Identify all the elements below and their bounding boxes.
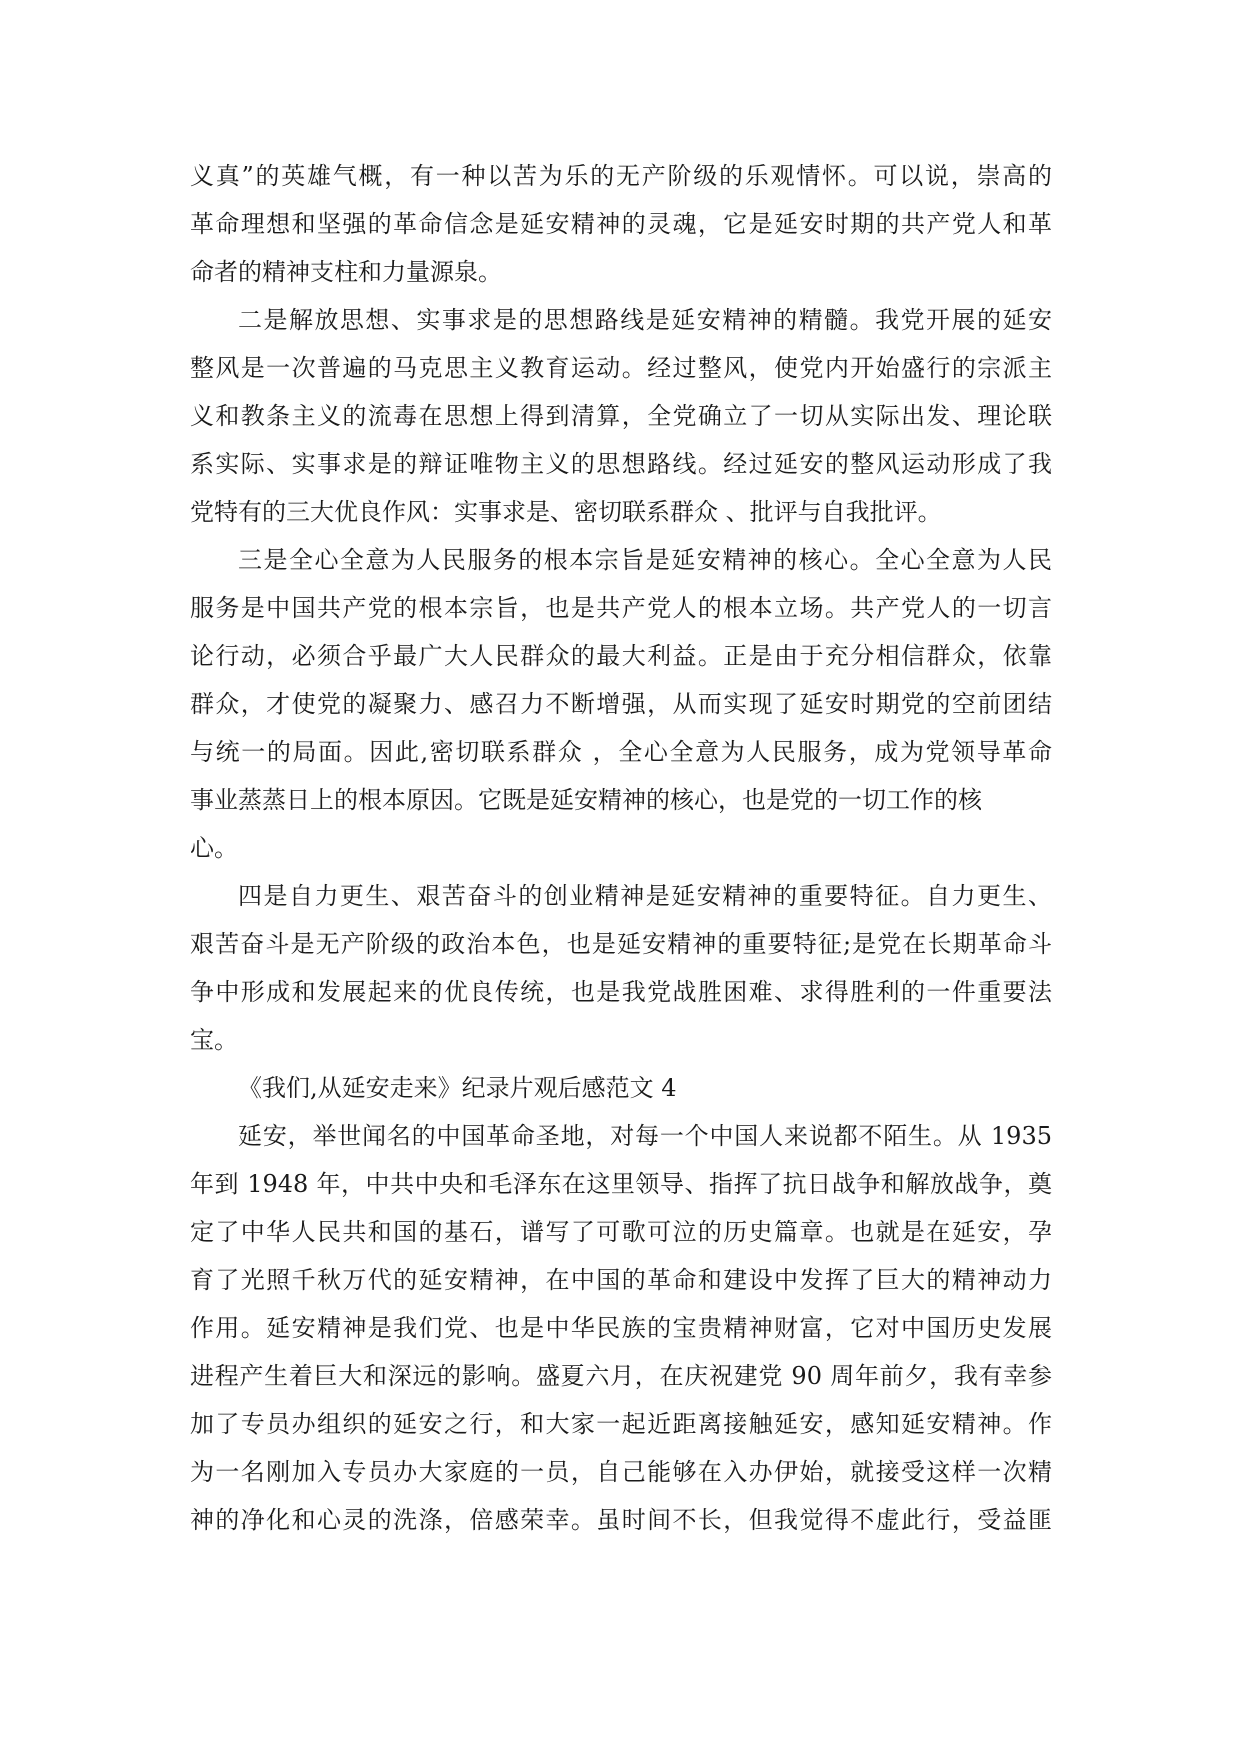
text-line: 宝。	[190, 1026, 238, 1054]
text-line: 义真”的英雄气概，有一种以苦为乐的无产阶级的乐观情怀。可以说，崇高的	[190, 162, 1052, 190]
section-heading: 《我们,从延安走来》纪录片观后感范文 4	[238, 1074, 677, 1102]
text-line: 党特有的三大优良作风：实事求是、密切联系群众 、批评与自我批评。	[190, 498, 942, 526]
text-line: 定了中华人民共和国的基石，谱写了可歌可泣的历史篇章。也就是在延安，孕	[190, 1218, 1052, 1246]
document-body	[190, 152, 1052, 1544]
text-line: 整风是一次普遍的马克思主义教育运动。经过整风，使党内开始盛行的宗派主	[190, 354, 1052, 382]
text-line: 群众，才使党的凝聚力、感召力不断增强，从而实现了延安时期党的空前团结	[190, 690, 1052, 718]
text-line: 艰苦奋斗是无产阶级的政治本色，也是延安精神的重要特征;是党在长期革命斗	[190, 930, 1052, 958]
text-line: 与统一的局面。因此,密切联系群众 ，全心全意为人民服务，成为党领导革命	[190, 738, 1052, 766]
text-line: 延安，举世闻名的中国革命圣地，对每一个中国人来说都不陌生。从 1935	[238, 1122, 1052, 1150]
text-line: 论行动，必须合乎最广大人民群众的最大利益。正是由于充分相信群众，依靠	[190, 642, 1052, 670]
text-line: 四是自力更生、艰苦奋斗的创业精神是延安精神的重要特征。自力更生、	[238, 882, 1052, 910]
text-line: 二是解放思想、实事求是的思想路线是延安精神的精髓。我党开展的延安	[238, 306, 1052, 334]
text-line: 育了光照千秋万代的延安精神，在中国的革命和建设中发挥了巨大的精神动力	[190, 1266, 1052, 1294]
text-line: 为一名刚加入专员办大家庭的一员，自己能够在入办伊始，就接受这样一次精	[190, 1458, 1052, 1486]
text-line: 革命理想和坚强的革命信念是延安精神的灵魂，它是延安时期的共产党人和革	[190, 210, 1052, 238]
text-line: 系实际、实事求是的辩证唯物主义的思想路线。经过延安的整风运动形成了我	[190, 450, 1052, 478]
text-line: 义和教条主义的流毒在思想上得到清算，全党确立了一切从实际出发、理论联	[190, 402, 1052, 430]
text-line: 加了专员办组织的延安之行，和大家一起近距离接触延安，感知延安精神。作	[190, 1410, 1052, 1438]
text-line: 争中形成和发展起来的优良传统，也是我党战胜困难、求得胜利的一件重要法	[190, 978, 1052, 1006]
text-line: 心。	[190, 834, 238, 862]
text-line: 神的净化和心灵的洗涤，倍感荣幸。虽时间不长，但我觉得不虚此行，受益匪	[190, 1506, 1052, 1534]
text-line: 进程产生着巨大和深远的影响。盛夏六月，在庆祝建党 90 周年前夕，我有幸参	[190, 1362, 1052, 1390]
text-line: 三是全心全意为人民服务的根本宗旨是延安精神的核心。全心全意为人民	[238, 546, 1052, 574]
text-line: 作用。延安精神是我们党、也是中华民族的宝贵精神财富，它对中国历史发展	[190, 1314, 1052, 1342]
text-line: 命者的精神支柱和力量源泉。	[190, 258, 502, 286]
text-line: 服务是中国共产党的根本宗旨，也是共产党人的根本立场。共产党人的一切言	[190, 594, 1052, 622]
text-line: 事业蒸蒸日上的根本原因。它既是延安精神的核心，也是党的一切工作的核	[190, 786, 982, 814]
text-line: 年到 1948 年，中共中央和毛泽东在这里领导、指挥了抗日战争和解放战争，奠	[190, 1170, 1052, 1198]
